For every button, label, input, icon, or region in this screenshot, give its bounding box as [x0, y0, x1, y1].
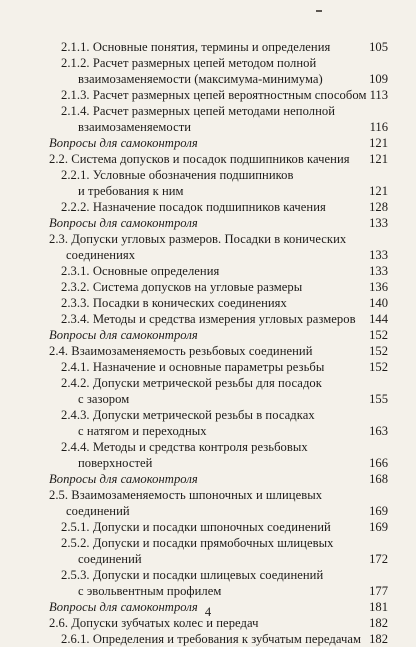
toc-entry-text: с эвольвентным профилем — [78, 584, 222, 598]
toc-entry-page: 140 — [369, 296, 388, 310]
toc-entry-text: Вопросы для самоконтроля — [49, 328, 198, 342]
toc-entry-page: 116 — [369, 120, 388, 134]
toc-entry-page: 144 — [369, 312, 388, 326]
toc-entry-page: 133 — [369, 248, 388, 262]
toc-entry-text: соединений — [66, 504, 130, 518]
toc-entry-text: соединениях — [66, 248, 136, 262]
toc-entry-page: 121 — [369, 136, 388, 150]
toc-entry-page: 155 — [369, 392, 388, 406]
toc-entry-text: соединений — [78, 552, 142, 566]
toc-entry-text: поверхностей — [78, 456, 153, 470]
toc-entry-text: 2.1.2. Расчет размерных цепей методом полной — [61, 56, 317, 70]
toc-entry-text: 2.4.3. Допуски метрической резьбы в посадках — [61, 408, 315, 422]
toc-entry-text: 2.4. Взаимозаменяемость резьбовых соединений — [49, 344, 313, 358]
toc-entry-page: 182 — [369, 616, 388, 630]
toc-entry-page: 152 — [369, 328, 388, 342]
toc-entry-page: 121 — [369, 152, 388, 166]
toc-entry-page: 113 — [369, 88, 388, 102]
toc-entry-page: 177 — [369, 584, 388, 598]
toc-entry-text: взаимозаменяемости (максимума-минимума) — [78, 72, 323, 86]
toc-entry-text: 2.3.4. Методы и средства измерения угловых размеров — [61, 312, 356, 326]
toc-entry-text: 2.6. Допуски зубчатых колес и передач — [49, 616, 259, 630]
toc-entry-page: 109 — [369, 72, 388, 86]
toc-entry-text: 2.1.1. Основные понятия, термины и определения — [61, 40, 331, 54]
toc-entry-page: 181 — [369, 600, 388, 614]
toc-entry-text: 2.3.3. Посадки в конических соединениях — [61, 296, 287, 310]
toc-entry-text: взаимозаменяемости — [78, 120, 192, 134]
toc-entry-text: 2.4.4. Методы и средства контроля резьбовых — [61, 440, 308, 454]
toc-entry-page: 169 — [369, 520, 388, 534]
toc-entry-text: Вопросы для самоконтроля — [49, 136, 198, 150]
toc-entry-text: Вопросы для самоконтроля — [49, 472, 198, 486]
toc-entry-page: 128 — [369, 200, 388, 214]
toc-entry-page: 182 — [369, 632, 388, 646]
toc-entry-text: 2.3.2. Система допусков на угловые размеры — [61, 280, 303, 294]
toc-entry-text: 2.5.3. Допуски и посадки шлицевых соединений — [61, 568, 324, 582]
toc-entry-page: 166 — [369, 456, 388, 470]
toc-entry-text: 2.2.2. Назначение посадок подшипников качения — [61, 200, 326, 214]
toc-entry-page: 133 — [369, 216, 388, 230]
toc-entry-text: Вопросы для самоконтроля — [49, 216, 198, 230]
toc-entry-text: 2.6.1. Определения и требования к зубчатым передачам — [61, 632, 362, 646]
toc-entry-text: 2.3.1. Основные определения — [61, 264, 220, 278]
toc-entry-page: 152 — [369, 360, 388, 374]
toc-entry-text: 2.2. Система допусков и посадок подшипников качения — [49, 152, 350, 166]
toc-entry-page: 152 — [369, 344, 388, 358]
toc-entry-text: 2.4.2. Допуски метрической резьбы для посадок — [61, 376, 322, 390]
toc-entry-page: 163 — [369, 424, 388, 438]
toc-entry-text: 2.5. Взаимозаменяемость шпоночных и шлицевых — [49, 488, 323, 502]
toc-entry-page: 172 — [369, 552, 388, 566]
toc-entry-text: 2.1.4. Расчет размерных цепей методами неполной — [61, 104, 336, 118]
toc-entry-text: с натягом и переходных — [78, 424, 207, 438]
toc-entry-text: 2.5.1. Допуски и посадки шпоночных соединений — [61, 520, 331, 534]
toc-entry-text: 2.2.1. Условные обозначения подшипников — [61, 168, 294, 182]
page-number: 4 — [204, 605, 212, 619]
toc-entry-text: 2.4.1. Назначение и основные параметры резьбы — [61, 360, 325, 374]
toc-entry-page: 133 — [369, 264, 388, 278]
toc-entry-text: с зазором — [78, 392, 130, 406]
toc-entry-text: 2.5.2. Допуски и посадки прямобочных шлицевых — [61, 536, 334, 550]
toc-entry-text: Вопросы для самоконтроля — [49, 600, 198, 614]
toc-entry-page: 169 — [369, 504, 388, 518]
toc-entry-page: 121 — [369, 184, 388, 198]
toc-entry-text: 2.1.3. Расчет размерных цепей вероятностным способом — [61, 88, 367, 102]
toc-entry-page: 136 — [369, 280, 388, 294]
toc-entry-page: 105 — [369, 40, 388, 54]
toc-entry-text: 2.3. Допуски угловых размеров. Посадки в конических — [49, 232, 347, 246]
toc-entry-page: 168 — [369, 472, 388, 486]
toc-entry-text: и требования к ним — [78, 184, 184, 198]
